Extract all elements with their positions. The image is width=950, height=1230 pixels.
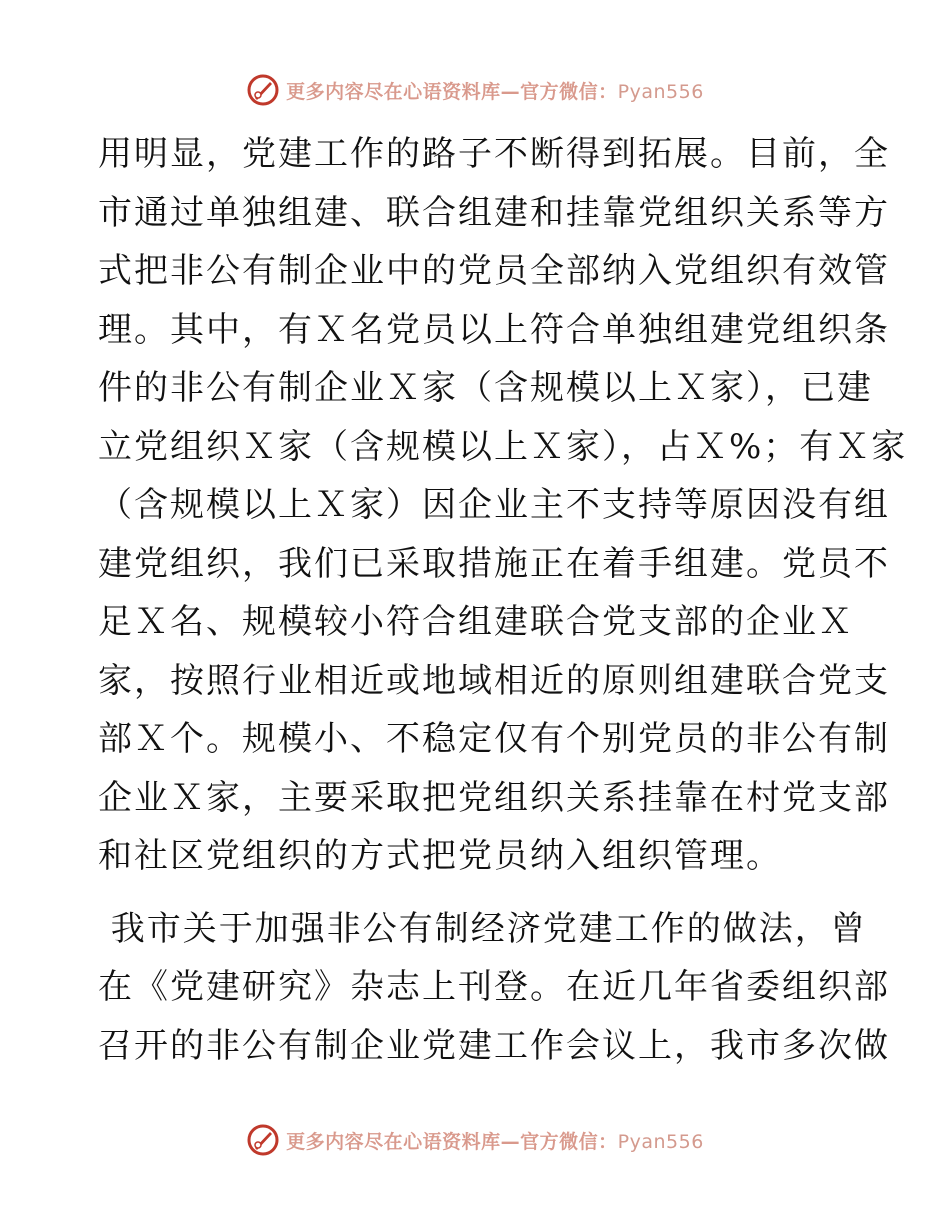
quill-logo-icon xyxy=(246,1123,280,1157)
footer-watermark-banner xyxy=(0,1120,950,1160)
text-line: 理。其中，有Ｘ名党员以上符合单独组建党组织条 xyxy=(98,309,890,350)
text-line: 用明显，党建工作的路子不断得到拓展。目前，全 xyxy=(98,134,890,174)
footer-watermark-label: 更多内容尽在心语资料库—官方微信： xyxy=(286,1130,618,1153)
header-watermark-handle: Pyan556 xyxy=(617,80,704,103)
text-line: 件的非公有制企业Ｘ家（含规模以上Ｘ家），已建 xyxy=(98,368,873,408)
quill-logo-icon xyxy=(246,73,280,107)
text-line: 式把非公有制企业中的党员全部纳入党组织有效管 xyxy=(98,251,890,291)
header-watermark-label: 更多内容尽在心语资料库—官方微信： xyxy=(286,80,618,103)
header-watermark-banner xyxy=(0,70,950,110)
text-line: 企业Ｘ家，主要采取把党组织关系挂靠在村党支部 xyxy=(98,777,890,818)
text-line: 家，按照行业相近或地域相近的原则组建联合党支 xyxy=(98,660,890,701)
text-line: 在《党建研究》杂志上刊登。在近几年省委组织部 xyxy=(98,967,890,1007)
text-line: 召开的非公有制企业党建工作会议上，我市多次做 xyxy=(98,1025,890,1066)
text-line: 部Ｘ个。规模小、不稳定仅有个别党员的非公有制 xyxy=(98,719,890,759)
text-line: 我市关于加强非公有制经济党建工作的做法，曾 xyxy=(98,908,867,949)
document-body xyxy=(98,125,908,1075)
text-line: 足Ｘ名、规模较小符合组建联合党支部的企业Ｘ xyxy=(98,602,854,642)
text-line: 立党组织Ｘ家（含规模以上Ｘ家），占Ｘ%；有Ｘ家 xyxy=(98,426,908,467)
footer-watermark-handle: Pyan556 xyxy=(617,1130,704,1153)
text-line: （含规模以上Ｘ家）因企业主不支持等原因没有组 xyxy=(98,485,890,525)
text-line: 建党组织，我们已采取措施正在着手组建。党员不 xyxy=(98,543,890,584)
text-line: 市通过单独组建、联合组建和挂靠党组织关系等方 xyxy=(98,192,890,233)
body-paragraph-1 xyxy=(98,125,908,886)
header-watermark-text xyxy=(286,77,704,104)
footer-watermark-text xyxy=(286,1127,704,1154)
text-line: 和社区党组织的方式把党员纳入组织管理。 xyxy=(98,836,782,876)
body-paragraph-2 xyxy=(98,900,890,1076)
